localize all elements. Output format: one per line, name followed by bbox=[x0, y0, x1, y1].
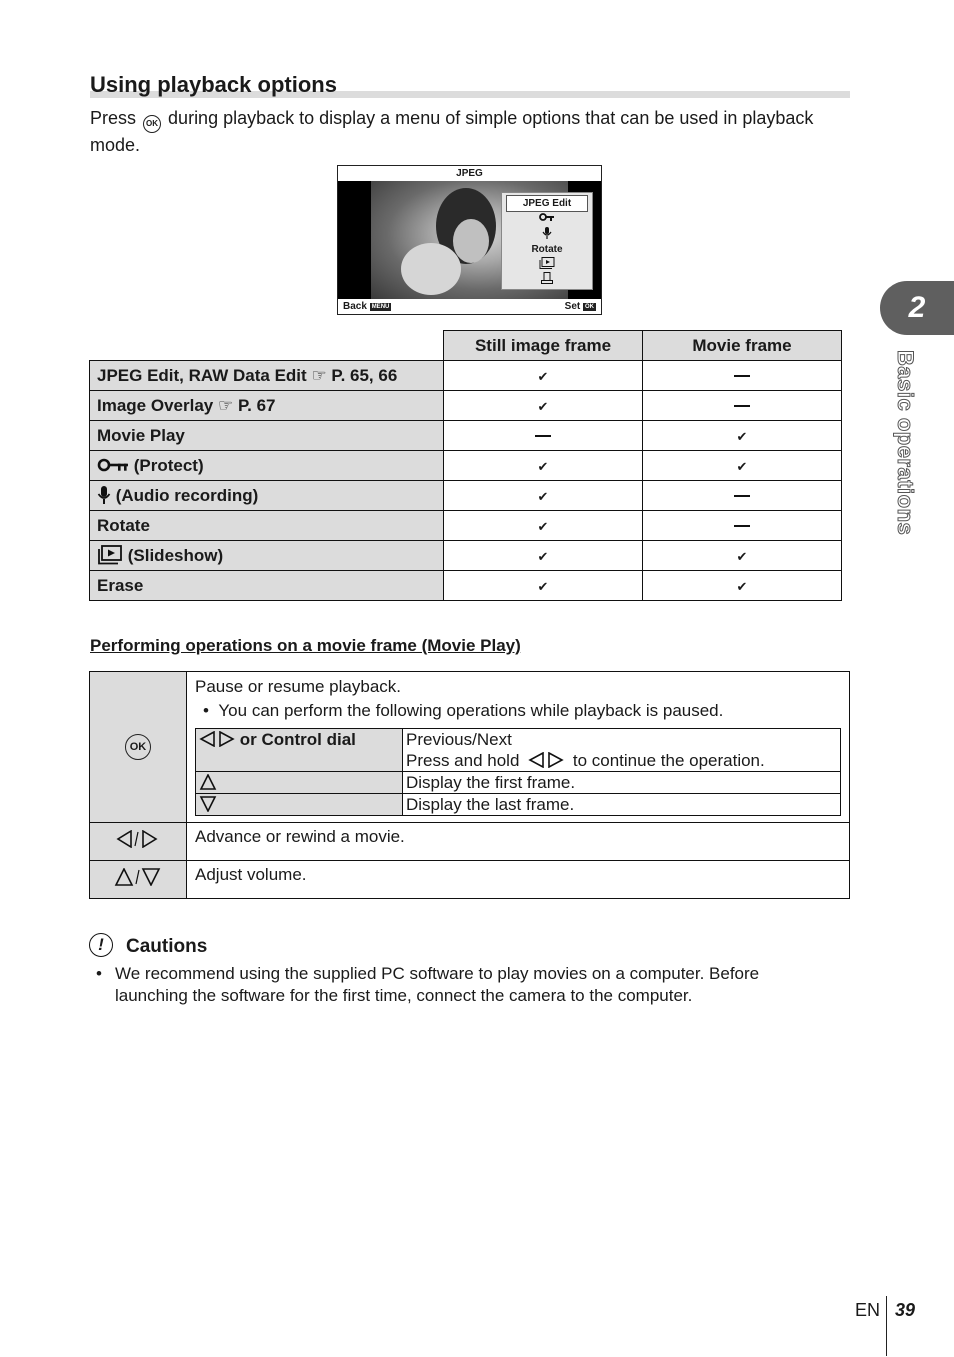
table-row bbox=[196, 772, 841, 794]
down-arrow-icon bbox=[196, 794, 403, 816]
movie-dash bbox=[643, 481, 842, 511]
ok-desc: Pause or resume playback. bbox=[195, 677, 401, 696]
table-row bbox=[90, 511, 842, 541]
table-row bbox=[196, 794, 841, 816]
lr-desc: Advance or rewind a movie. bbox=[187, 823, 850, 861]
camera-screen bbox=[337, 165, 602, 315]
row-label: (Slideshow) bbox=[90, 541, 444, 571]
inner-desc: Previous/Next Press and hold to continue the operation. bbox=[403, 729, 841, 772]
movie-check: ✔ bbox=[643, 541, 842, 571]
menu-item-rotate[interactable]: Rotate bbox=[531, 244, 563, 255]
intro-before: Press bbox=[90, 108, 137, 128]
table-row bbox=[90, 481, 842, 511]
left-right-arrows-icon bbox=[528, 752, 564, 768]
row-label: Movie Play bbox=[90, 421, 444, 451]
row-label: (Audio recording) bbox=[90, 481, 444, 511]
screen-top-label: JPEG bbox=[338, 166, 601, 181]
still-dash bbox=[444, 421, 643, 451]
movie-check: ✔ bbox=[643, 571, 842, 601]
table-row bbox=[90, 391, 842, 421]
chapter-tab-label: Basic operations bbox=[893, 350, 918, 536]
left-right-key-cell bbox=[90, 823, 187, 861]
menu-item-jpeg-edit[interactable]: JPEG Edit bbox=[506, 195, 588, 212]
intro-text bbox=[90, 106, 830, 158]
movie-dash bbox=[643, 511, 842, 541]
corner-cell bbox=[90, 331, 444, 361]
cautions-title: Cautions bbox=[126, 936, 208, 957]
reference-icon: ☞ bbox=[311, 365, 327, 385]
still-check: ✔ bbox=[444, 571, 643, 601]
footer-divider bbox=[886, 1296, 887, 1356]
still-check: ✔ bbox=[444, 541, 643, 571]
header-movie: Movie frame bbox=[643, 331, 842, 361]
ok-bullet: • You can perform the following operations while playback is paused. bbox=[203, 701, 724, 720]
paused-operations-table bbox=[195, 728, 841, 816]
caution-icon: ! bbox=[89, 933, 113, 957]
left-right-arrows-icon bbox=[116, 830, 160, 848]
page-number: 39 bbox=[895, 1300, 916, 1320]
protect-icon[interactable] bbox=[502, 212, 592, 227]
slideshow-icon[interactable] bbox=[502, 257, 592, 272]
movie-check: ✔ bbox=[643, 451, 842, 481]
inner-desc: Display the first frame. bbox=[403, 772, 841, 794]
section-title: Using playback options bbox=[90, 72, 337, 97]
intro-after: during playback to display a menu of simple options that can be used in playback mode. bbox=[90, 108, 814, 155]
table-row bbox=[196, 729, 841, 772]
still-check: ✔ bbox=[444, 391, 643, 421]
header-still: Still image frame bbox=[444, 331, 643, 361]
movie-check: ✔ bbox=[643, 421, 842, 451]
set-hint: Set OK bbox=[564, 301, 594, 312]
still-check: ✔ bbox=[444, 481, 643, 511]
screen-bottom-bar bbox=[338, 299, 601, 314]
ud-desc: Adjust volume. bbox=[187, 861, 850, 899]
microphone-icon bbox=[97, 486, 111, 504]
row-label: (Protect) bbox=[90, 451, 444, 481]
up-arrow-icon bbox=[196, 772, 403, 794]
up-down-arrows-icon bbox=[114, 868, 162, 886]
protect-icon bbox=[97, 458, 129, 472]
inner-key: or Control dial bbox=[196, 729, 403, 772]
table-row bbox=[90, 541, 842, 571]
table-row bbox=[90, 421, 842, 451]
up-down-key-cell bbox=[90, 861, 187, 899]
still-check: ✔ bbox=[444, 361, 643, 391]
ok-button-icon: OK bbox=[125, 734, 151, 760]
row-label: JPEG Edit, RAW Data Edit ☞ P. 65, 66 bbox=[90, 361, 444, 391]
inner-desc: Display the last frame. bbox=[403, 794, 841, 816]
left-right-arrows-icon bbox=[199, 731, 235, 747]
movie-dash bbox=[643, 361, 842, 391]
table-row bbox=[90, 571, 842, 601]
movie-dash bbox=[643, 391, 842, 421]
erase-icon[interactable] bbox=[502, 272, 592, 287]
row-label: Rotate bbox=[90, 511, 444, 541]
row-label: Image Overlay ☞ P. 67 bbox=[90, 391, 444, 421]
ok-button-icon: OK bbox=[143, 115, 161, 133]
caution-item: • We recommend using the supplied PC software to play movies on a computer. Before launching the software for the first time, connect the camera to the computer. bbox=[96, 964, 760, 1005]
language-label: EN bbox=[855, 1300, 881, 1320]
slideshow-icon bbox=[97, 545, 123, 565]
playback-menu bbox=[501, 192, 593, 290]
reference-icon: ☞ bbox=[217, 395, 234, 415]
back-hint: Back MENU bbox=[343, 301, 390, 312]
chapter-tab-number: 2 bbox=[880, 281, 954, 335]
row-label: Erase bbox=[90, 571, 444, 601]
ok-key-cell bbox=[90, 672, 187, 823]
ok-desc-cell bbox=[187, 672, 850, 823]
movie-play-heading: Performing operations on a movie frame (Movie Play) bbox=[90, 636, 521, 655]
still-check: ✔ bbox=[444, 451, 643, 481]
table-row bbox=[90, 361, 842, 391]
still-check: ✔ bbox=[444, 511, 643, 541]
playback-options-table bbox=[89, 330, 842, 601]
microphone-icon[interactable] bbox=[502, 227, 592, 242]
movie-operations-table bbox=[89, 671, 850, 899]
table-row bbox=[90, 451, 842, 481]
